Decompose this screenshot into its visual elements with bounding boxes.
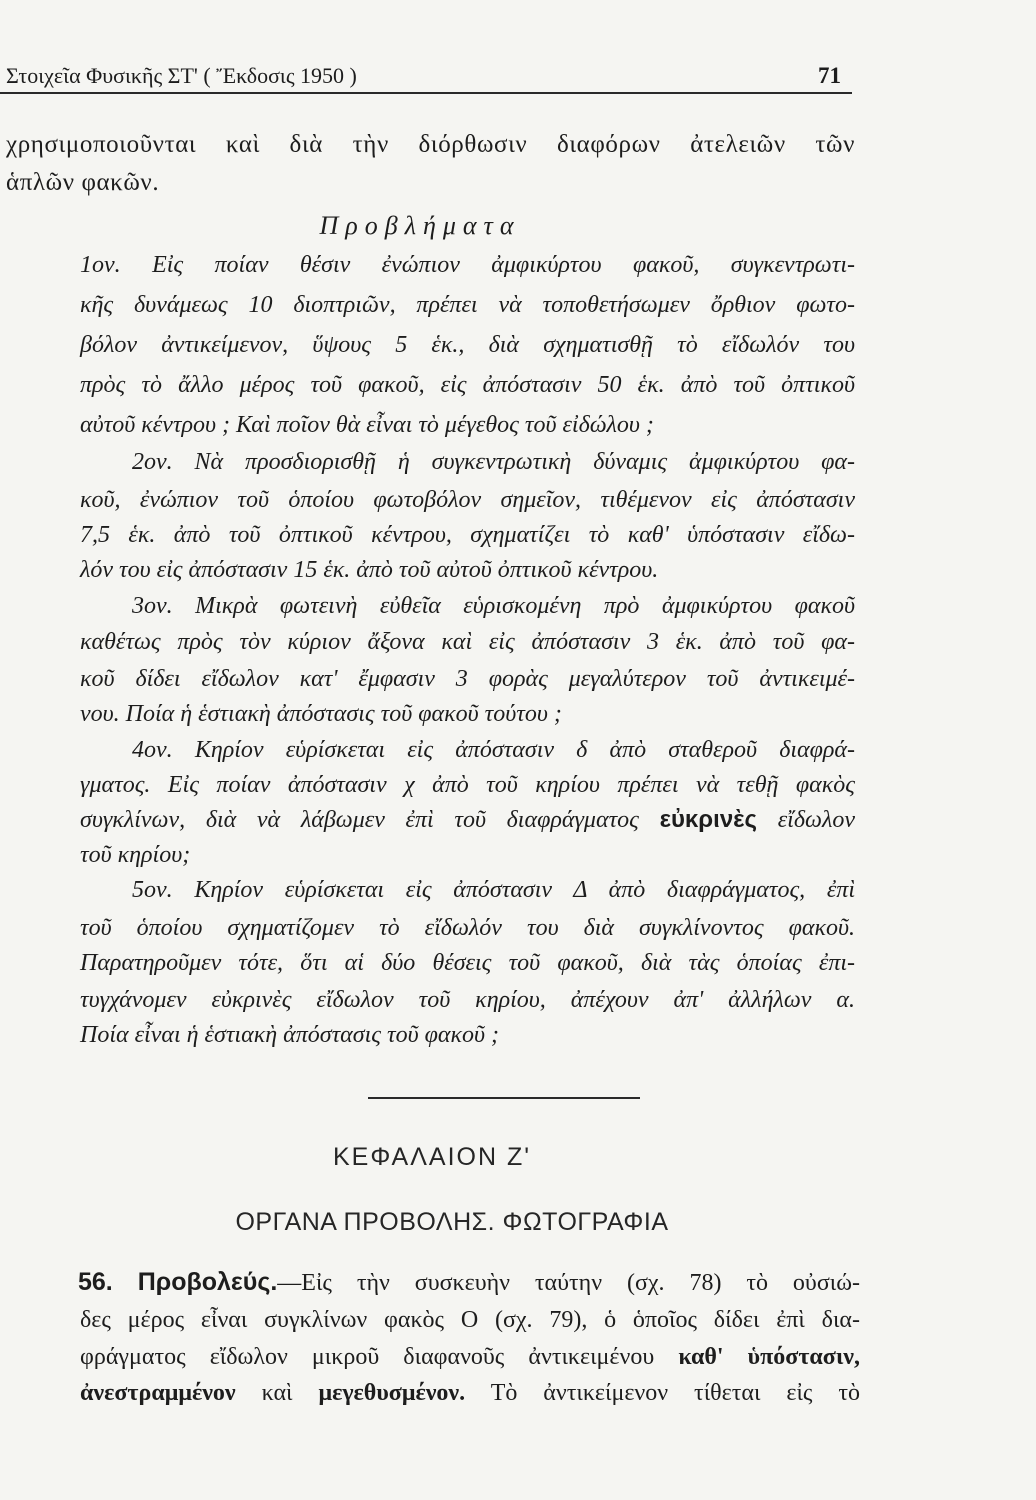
problem-line: Ποία εἶναι ἡ ἑστιακὴ ἀπόστασις τοῦ φακοῦ ; xyxy=(80,1022,500,1048)
problem-line: νου. Ποία ἡ ἑστιακὴ ἀπόστασις τοῦ φακοῦ τούτου ; xyxy=(80,701,562,727)
problem-text: Κηρίον εὑρίσκεται εἰς ἀπόστασιν Δ ἀπὸ διαφράγματος, ἐπὶ xyxy=(194,877,855,903)
problem-line: τυγχάνομεν εὐκρινὲς εἴδωλον τοῦ κηρίου, ἀπέχουν ἀπ' ἀλλήλων α. xyxy=(80,987,855,1013)
problem-number: 5ον. xyxy=(132,877,173,903)
section-line xyxy=(80,1339,860,1375)
problem-line: βόλον ἀντικείμενον, ὕψους 5 ἑκ., διὰ σχηματισθῇ τὸ εἴδωλόν του xyxy=(80,332,855,358)
problem-text: συγκλίνων, διὰ νὰ λάβωμεν ἐπὶ τοῦ διαφράγματος xyxy=(80,807,639,833)
problem-number: 3ον. xyxy=(132,593,173,619)
problem-line: καθέτως πρὸς τὸν κύριον ἄξονα καὶ εἰς ἀπόστασιν 3 ἑκ. ἀπὸ τοῦ φα- xyxy=(80,629,855,655)
page-number: 71 xyxy=(818,63,841,88)
chapter-title: ΟΡΓΑΝΑ ΠΡΟΒΟΛΗΣ. ΦΩΤΟΓΡΑΦΙΑ xyxy=(235,1208,669,1236)
problem-line xyxy=(132,444,855,480)
problem-line: 7,5 ἑκ. ἀπὸ τοῦ ὀπτικοῦ κέντρου, σχηματίζει τὸ καθ' ὑπόστασιν εἴδω- xyxy=(80,522,855,548)
problem-line: τοῦ ὁποίου σχηματίζομεν τὸ εἴδωλόν του διὰ συγκλίνοντος φακοῦ. xyxy=(80,915,855,941)
problem-line: πρὸς τὸ ἄλλο μέρος τοῦ φακοῦ, εἰς ἀπόστασιν 50 ἑκ. ἀπὸ τοῦ ὀπτικοῦ xyxy=(80,372,855,398)
running-title: Στοιχεῖα Φυσικῆς ΣΤ' ( Ἔκδοσις 1950 ) xyxy=(6,63,357,88)
problem-line: λόν του εἰς ἀπόστασιν 15 ἑκ. ἀπὸ τοῦ αὐτοῦ ὀπτικοῦ κέντρου. xyxy=(80,557,659,583)
chapter-label: ΚΕΦΑΛΑΙΟΝ Ζ' xyxy=(332,1143,532,1171)
section-text: Τὸ ἀντικείμενον τίθεται εἰς τὸ xyxy=(490,1380,860,1406)
problem-line: Παρατηροῦμεν τότε, ὅτι αἱ δύο θέσεις τοῦ φακοῦ, διὰ τὰς ὁποίας ἐπι- xyxy=(80,950,855,976)
problem-text: Νὰ προσδιορισθῇ ἡ συγκεντρωτικὴ δύναμις ἀμφικύρτου φα- xyxy=(194,449,855,475)
section-line xyxy=(78,1264,860,1300)
section-text: —Εἰς τὴν συσκευὴν ταύτην (σχ. 78) τὸ οὐσιώ- xyxy=(277,1270,860,1296)
problem-text: εἴδωλον xyxy=(777,807,855,833)
intro-line: ἁπλῶν φακῶν. xyxy=(6,169,160,196)
chapter-divider-rule xyxy=(368,1097,640,1099)
running-header xyxy=(6,58,856,94)
problem-line: αὐτοῦ κέντρου ; Καὶ ποῖον θὰ εἶναι τὸ μέγεθος τοῦ εἰδώλου ; xyxy=(80,412,654,438)
section-line xyxy=(80,1375,860,1411)
problem-line xyxy=(80,247,855,283)
problems-heading: Προβλήματα xyxy=(319,211,521,240)
intro-line: χρησιμοποιοῦνται καὶ διὰ τὴν διόρθωσιν διαφόρων ἀτελειῶν τῶν xyxy=(6,131,855,158)
problem-line xyxy=(132,588,855,624)
bold-term: καθ' ὑπόστασιν, xyxy=(678,1344,861,1370)
section-text: φράγματος εἴδωλον μικροῦ διαφανοῦς ἀντικειμένου xyxy=(80,1344,655,1370)
problem-line xyxy=(80,802,855,838)
problem-number: 2ον. xyxy=(132,449,173,475)
problem-line: τοῦ κηρίου; xyxy=(80,842,191,868)
problem-line xyxy=(132,732,855,768)
problem-text: Μικρὰ φωτεινὴ εὐθεῖα εὑρισκομένη πρὸ ἀμφικύρτου φακοῦ xyxy=(195,593,855,619)
problem-line: κοῦ, ἐνώπιον τοῦ ὁποίου φωτοβόλον σημεῖον, τιθέμενον εἰς ἀπόστασιν xyxy=(80,487,855,513)
problem-text: Κηρίον εὑρίσκεται εἰς ἀπόστασιν δ ἀπὸ σταθεροῦ διαφρά- xyxy=(194,737,856,763)
section-number: 56. xyxy=(78,1268,113,1296)
section-line: δες μέρος εἶναι συγκλίνων φακὸς Ο (σχ. 79), ὁ ὁποῖος δίδει ἐπὶ δια- xyxy=(80,1307,860,1333)
problem-number: 4ον. xyxy=(132,737,173,763)
bold-term: ἀνεστραμμένον xyxy=(80,1380,236,1406)
header-rule xyxy=(0,92,852,94)
section-text: καὶ xyxy=(261,1380,293,1406)
problem-line: γματος. Εἰς ποίαν ἀπόστασιν χ ἀπὸ τοῦ κηρίου πρέπει νὰ τεθῇ φακὸς xyxy=(80,772,855,798)
section-title: Προβολεύς. xyxy=(137,1268,278,1296)
problem-number: 1ον. xyxy=(80,252,121,278)
problem-text: Εἰς ποίαν θέσιν ἐνώπιον ἀμφικύρτου φακοῦ, συγκεντρωτι- xyxy=(152,252,855,278)
problem-line: κοῦ δίδει εἴδωλον κατ' ἔμφασιν 3 φορὰς μεγαλύτερον τοῦ ἀντικειμέ- xyxy=(80,666,855,692)
emphasized-term: εὐκρινὲς xyxy=(659,806,758,833)
problem-line: κῆς δυνάμεως 10 διοπτριῶν, πρέπει νὰ τοποθετήσωμεν ὄρθιον φωτο- xyxy=(80,292,855,318)
bold-term: μεγεθυσμένον. xyxy=(318,1380,466,1406)
problem-line xyxy=(132,872,855,908)
